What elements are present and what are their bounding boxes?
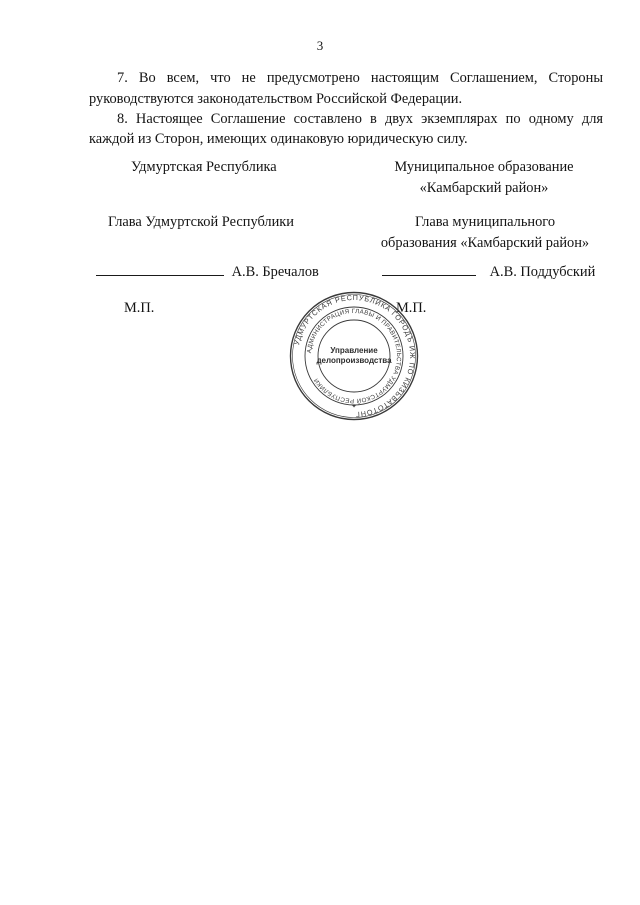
left-signer-name: А.В. Бречалов	[231, 264, 319, 280]
paragraph-7-line-1: 7. Во всем, что не предусмотрено настоящим Соглашением, Стороны	[117, 70, 603, 86]
right-party-name	[384, 157, 584, 199]
left-signature-block	[96, 262, 319, 283]
left-signature-line	[96, 263, 224, 276]
paragraph-8-line-1: 8. Настоящее Соглашение составлено в двух экземплярах по одному для	[117, 111, 603, 127]
paragraph-7-line-2: руководствуются законодательством Российской Федерации.	[89, 91, 463, 107]
official-seal	[289, 291, 419, 421]
right-party-position-line-2: образования «Камбарский район»	[380, 235, 590, 251]
left-party-position: Глава Удмуртской Республики	[108, 214, 294, 230]
right-stamp-place: М.П.	[396, 300, 427, 316]
right-signature-block	[382, 262, 595, 283]
seal-outer-text: УДМУРТСКАЯ РЕСПУБЛИКА ГОРОДЪ ИЖ ПО КИЗЬВАТОТОНГ	[292, 292, 418, 420]
right-signer-name: А.В. Поддубский	[489, 264, 596, 280]
seal-center-line-2: делопроизводства	[316, 356, 392, 365]
paragraph-8-line-2: каждой из Сторон, имеющих одинаковую юридическую силу.	[89, 131, 468, 147]
right-signature-line	[382, 263, 476, 276]
seal-star-icon: ✦	[351, 403, 357, 410]
seal-center-line-1: Управление	[330, 346, 378, 355]
left-party-name: Удмуртская Республика	[131, 159, 277, 175]
left-stamp-place: М.П.	[124, 300, 155, 316]
seal-inner-text: АДМИНИСТРАЦИЯ ГЛАВЫ И ПРАВИТЕЛЬСТВА УДМУРТСКОЙ РЕСПУБЛИКИ	[306, 307, 403, 405]
page-number: 3	[316, 38, 324, 53]
right-party-position-line-1: Глава муниципального	[414, 214, 556, 230]
right-party-name-line-1: Муниципальное образование	[394, 159, 574, 175]
right-party-name-line-2: «Камбарский район»	[419, 180, 549, 196]
right-party-position	[374, 212, 596, 254]
